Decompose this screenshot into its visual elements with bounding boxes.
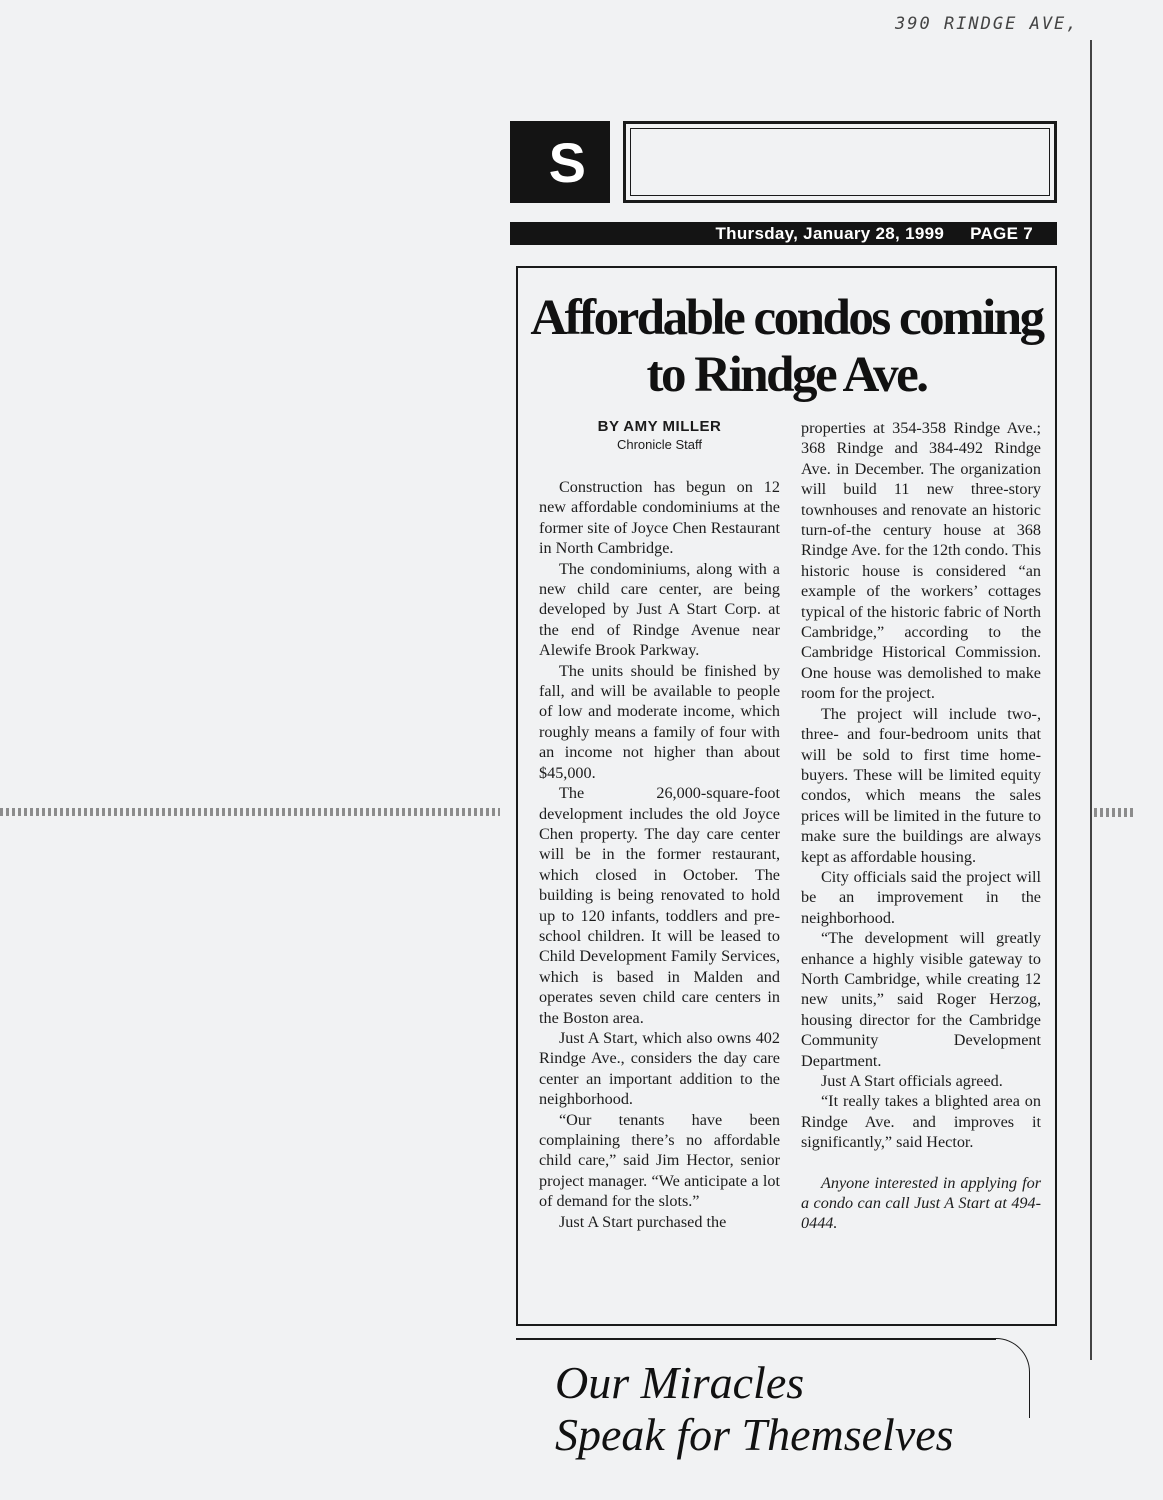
ad-border-top xyxy=(516,1338,996,1340)
article-box xyxy=(516,266,1057,1326)
article-headline: Affordable condos coming to Rindge Ave. xyxy=(530,290,1043,403)
scan-artifact-line xyxy=(0,808,500,816)
scan-artifact-line-right xyxy=(1094,808,1134,817)
closing-note: Anyone interested in applying for a condo can call Just A Start at 494-0444. xyxy=(801,1173,1041,1233)
article-right-column xyxy=(801,418,1041,1234)
advertisement xyxy=(555,1357,1015,1497)
paragraph: “The development will greatly enhance a highly visible gateway to North Cambridge, while creating 12 new units,” said Roger Herzog, housing director for the Cambridge Community Development Department. xyxy=(801,929,1041,1070)
paragraph: City officials said the project will be an improvement in the neighborhood. xyxy=(801,867,1041,927)
article-left-column xyxy=(539,418,780,1232)
byline-affiliation: Chronicle Staff xyxy=(616,437,703,452)
paragraph: Just A Start officials agreed. xyxy=(821,1072,1003,1090)
paragraph: Construction has begun on 12 new affordable condominiums at the former site of Joyce Chen Restaurant in North Cambridge. xyxy=(539,478,780,558)
paragraph: “Our tenants have been complaining there’s no affordable child care,” said Jim Hector, senior project manager. “We anticipate a lot of demand for the slots.” xyxy=(539,1110,780,1211)
ad-line-1: Our Miracles xyxy=(555,1357,805,1408)
paragraph: properties at 354-358 Rindge Ave.; 368 Rindge and 384-492 Rindge Ave. in December. The organization will build 11 new three-story townhouses and renovate an historic turn-of-the century house at 368 Rindge Ave. for the 12th condo. This historic house is considered “an example of the workers’ cottages typical of the historic fabric of North Cambridge,” according to the Cambridge Historical Commission. One house was demolished to make room for the project. xyxy=(801,419,1041,703)
handwritten-address-annotation: 390 RINDGE AVE, xyxy=(895,14,1079,34)
date-bar xyxy=(510,222,1057,245)
paragraph: The 26,000-square-foot development includes the old Joyce Chen property. The day care center will be in the former restaurant, which closed in October. The building is being renovated to hold up to 120 infants, toddlers and pre-school children. It will be leased to Child Development Family Services, which is based in Malden and operates seven child care centers in the Boston area. xyxy=(539,784,780,1027)
page-edge-rule xyxy=(1090,40,1092,1360)
paragraph: The units should be finished by fall, and will be available to people of low and moderate income, which roughly means a family of four with an income not higher than about $45,000. xyxy=(539,661,780,782)
header-empty-box xyxy=(623,121,1057,203)
section-title-text: S xyxy=(548,130,586,194)
paragraph: Just A Start, which also owns 402 Rindge Ave., considers the day care center an important addition to the neighborhood. xyxy=(539,1028,780,1109)
paragraph: The project will include two-, three- and four-bedroom units that will be sold to first time home-buyers. These will be limited equity condos, which means the sales prices will be limited in the future to make sure the buildings are always kept as affordable housing. xyxy=(801,704,1041,866)
paragraph: The condominiums, along with a new child care center, are being developed by Just A Start Corp. at the end of Rindge Avenue near Alewife Brook Parkway. xyxy=(539,559,780,660)
ad-line-2: Speak for Themselves xyxy=(555,1409,954,1460)
paragraph: “It really takes a blighted area on Rindge Ave. and improves it significantly,” said Hector. xyxy=(801,1092,1041,1152)
page-number: PAGE 7 xyxy=(970,223,1033,243)
section-title-fragment xyxy=(510,121,610,203)
paragraph: Just A Start purchased the xyxy=(559,1212,727,1231)
byline: BY AMY MILLER xyxy=(597,418,722,435)
issue-date: Thursday, January 28, 1999 xyxy=(715,223,945,243)
